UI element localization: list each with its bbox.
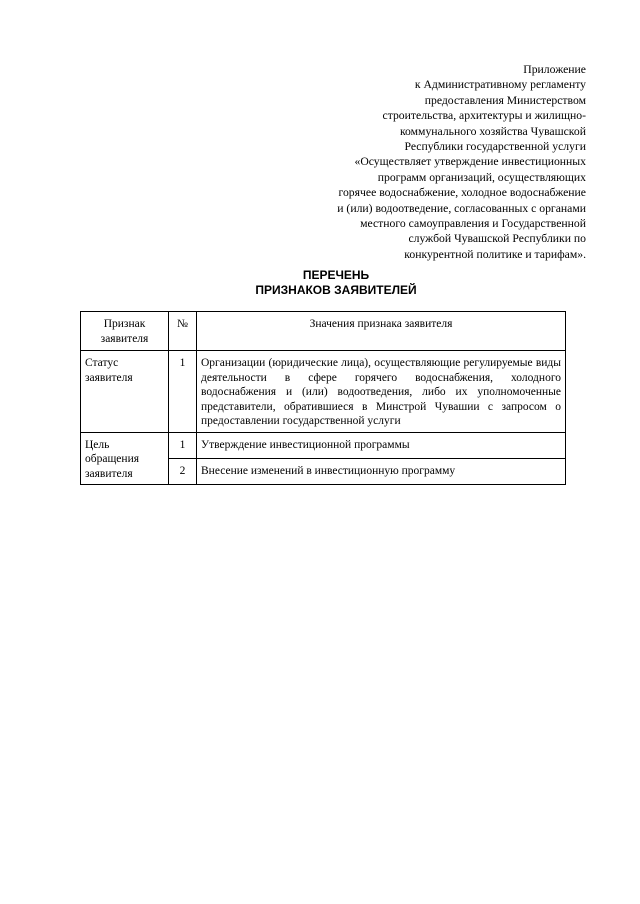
purpose-number-2: 2 xyxy=(169,458,197,484)
status-value: Организации (юридические лица), осуществляющие регулируемые виды деятельности в сфере горячего водоснабжения, холодного водоснабжения и (или) водоотведения, либо их уполномоченные представители, обратившиеся в Минстрой Чувашии с запросом о предоставлении государственной услуги xyxy=(197,351,566,433)
appendix-line: предоставления Министерством xyxy=(424,93,586,107)
table-row-status xyxy=(81,351,566,433)
purpose-value-1: Утверждение инвестиционной программы xyxy=(197,432,566,458)
appendix-line: местного самоуправления и Государственной xyxy=(360,217,586,231)
appendix-line: строительства, архитектуры и жилищно- xyxy=(382,109,586,123)
purpose-number-1: 1 xyxy=(169,432,197,458)
appendix-line: горячее водоснабжение, холодное водоснабжение xyxy=(338,186,586,200)
appendix-line: конкурентной политике и тарифам». xyxy=(404,247,586,261)
purpose-value-2: Внесение изменений в инвестиционную программу xyxy=(197,458,566,484)
appendix-line: к Административному регламенту xyxy=(414,78,586,92)
header-attribute: Признак заявителя xyxy=(81,312,169,351)
title-line-2: ПРИЗНАКОВ ЗАЯВИТЕЛЕЙ xyxy=(255,283,417,297)
status-attribute: Статус заявителя xyxy=(81,351,169,433)
appendix-line: коммунального хозяйства Чувашской xyxy=(399,124,586,138)
appendix-line: «Осуществляет утверждение инвестиционных xyxy=(354,155,586,169)
appendix-line: программ организаций, осуществляющих xyxy=(377,170,586,184)
appendix-line: Республики государственной услуги xyxy=(404,140,586,154)
header-values: Значения признака заявителя xyxy=(197,312,566,351)
status-number: 1 xyxy=(169,351,197,433)
table-row-purpose-1 xyxy=(81,432,566,458)
appendix-line: и (или) водоотведение, согласованных с органами xyxy=(337,201,586,215)
appendix-header xyxy=(286,62,586,262)
document-title xyxy=(0,268,640,298)
title-line-1: ПЕРЕЧЕНЬ xyxy=(302,268,370,282)
purpose-attribute: Цель обращения заявителя xyxy=(81,432,169,485)
applicant-attributes-table xyxy=(80,311,566,485)
header-number: № xyxy=(169,312,197,351)
appendix-line: службой Чувашской Республики по xyxy=(408,232,586,246)
appendix-line: Приложение xyxy=(523,63,586,76)
table-header-row xyxy=(81,312,566,351)
